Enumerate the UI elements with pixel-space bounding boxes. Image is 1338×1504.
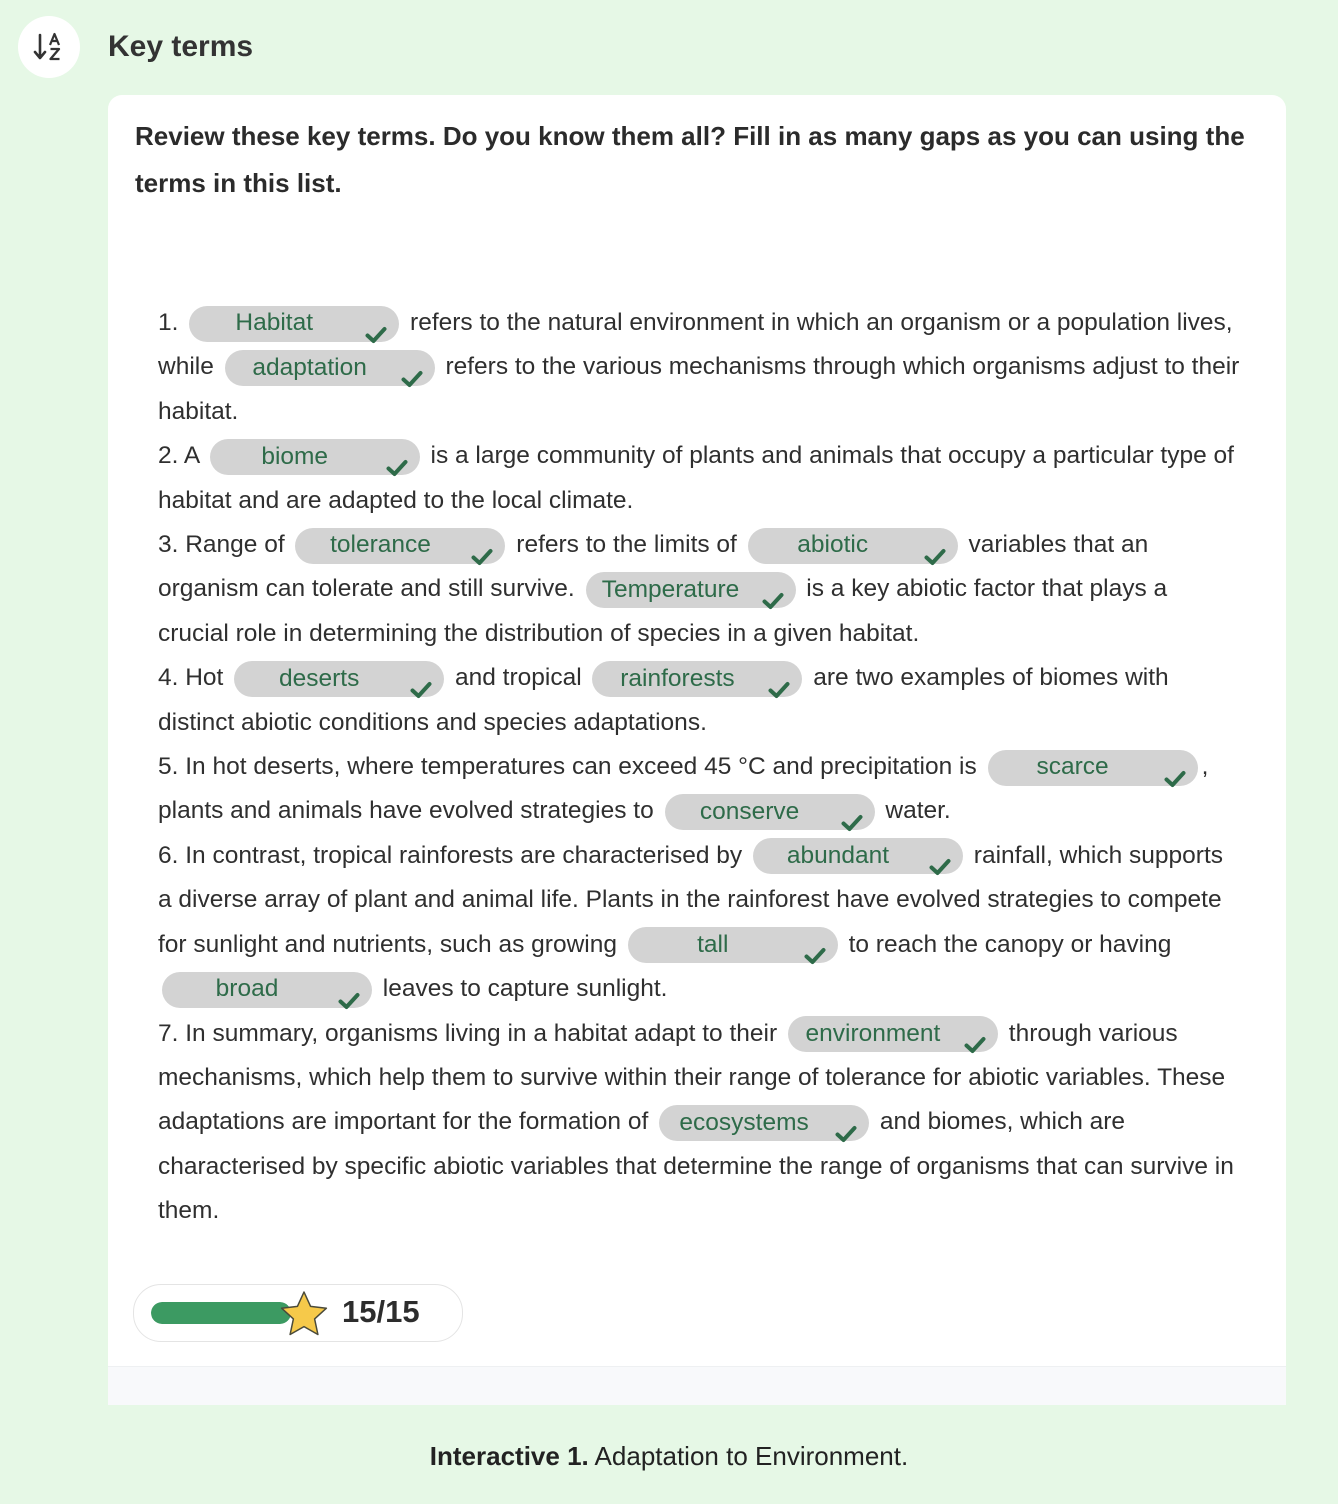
answer-gap[interactable] — [234, 661, 444, 697]
passage-text: 4. Hot — [158, 664, 231, 692]
answer-gap[interactable] — [295, 528, 505, 564]
check-icon — [471, 537, 493, 555]
answer-word: scarce — [1036, 753, 1109, 781]
passage-text: 5. In hot deserts, where temperatures can exceed 45 °C and precipitation is — [158, 753, 984, 781]
check-icon — [1164, 759, 1186, 777]
passage-text: refers to the various mechanisms through which organisms adjust to their habitat. — [158, 353, 1240, 425]
passage-text: and tropical — [448, 664, 589, 692]
answer-word: Habitat — [235, 309, 314, 337]
progress-bar — [151, 1302, 291, 1324]
passage-text: leaves to capture sunlight. — [376, 975, 668, 1003]
check-icon — [768, 670, 790, 688]
passage-text: rainfall, which supports a diverse array of plant and animal life. Plants in the rainforest have evolved strategies to compete for sunlight and nutrients, such as growing — [158, 841, 1224, 958]
answer-word: deserts — [279, 664, 360, 692]
passage-paragraph — [158, 745, 1243, 834]
check-icon — [835, 1114, 857, 1132]
answer-gap[interactable] — [225, 350, 435, 386]
caption-label: Interactive 1. — [429, 1441, 589, 1471]
section-header — [18, 16, 253, 78]
passage-text: are two examples of biomes with distinct abiotic conditions and species adaptations. — [158, 664, 1169, 736]
check-icon — [929, 847, 951, 865]
passage-text: is a large community of plants and animals that occupy a particular type of habitat and are adapted to the local climate. — [158, 442, 1234, 514]
activity-card — [108, 95, 1286, 1405]
check-icon — [841, 803, 863, 821]
passage-text: through various mechanisms, which help them to survive within their range of tolerance for abiotic variables. These adaptations are important for the formation of — [158, 1019, 1226, 1136]
answer-gap[interactable] — [665, 794, 875, 830]
passage-paragraph — [158, 1012, 1243, 1234]
check-icon — [338, 981, 360, 999]
answer-gap[interactable] — [210, 439, 420, 475]
figure-caption — [0, 1441, 1338, 1472]
answer-gap[interactable] — [189, 306, 399, 342]
card-footer — [108, 1366, 1286, 1405]
answer-word: rainforests — [620, 664, 735, 692]
passage-text: variables that an organism can tolerate and still survive. — [158, 531, 1149, 603]
passage-text: and biomes, which are characterised by specific abiotic variables that determine the range of organisms that can survive in them. — [158, 1108, 1234, 1225]
answer-word: tolerance — [330, 531, 431, 559]
answer-word: broad — [215, 975, 279, 1003]
answer-word: biome — [261, 442, 329, 470]
passage-text: 1. — [158, 309, 186, 336]
passage-text: refers to the natural environment in which an organism or a population lives, while — [158, 309, 1233, 381]
answer-gap[interactable] — [659, 1105, 869, 1141]
star-icon — [278, 1289, 330, 1339]
passage-paragraph — [158, 834, 1243, 1012]
instructions-text: Review these key terms. Do you know them all? Fill in as many gaps as you can using the terms in this list. — [135, 121, 1245, 198]
answer-gap[interactable] — [162, 972, 372, 1008]
sort-az-icon — [18, 16, 80, 78]
passage-text: 3. Range of — [158, 531, 292, 559]
check-icon — [401, 359, 423, 377]
answer-word: adaptation — [252, 353, 367, 381]
check-icon — [762, 581, 784, 599]
passage-text: 2. A — [158, 442, 206, 470]
check-icon — [964, 1025, 986, 1043]
check-icon — [365, 315, 387, 333]
score-indicator — [133, 1284, 463, 1342]
section-title: Key terms — [108, 30, 254, 63]
answer-gap[interactable] — [988, 750, 1198, 786]
answer-gap[interactable] — [753, 838, 963, 874]
answer-gap[interactable] — [628, 927, 838, 963]
check-icon — [410, 670, 432, 688]
answer-word: conserve — [699, 797, 800, 825]
check-icon — [386, 448, 408, 466]
passage-paragraph — [158, 301, 1243, 434]
passage-paragraph — [158, 523, 1243, 656]
passage-text: 6. In contrast, tropical rainforests are characterised by — [158, 841, 749, 869]
passage-paragraph — [158, 434, 1243, 523]
answer-word: abiotic — [797, 531, 869, 559]
answer-word: tall — [697, 931, 729, 959]
answer-gap[interactable] — [748, 528, 958, 564]
passage-paragraph — [158, 656, 1243, 745]
fill-in-passage — [158, 301, 1243, 1234]
passage-text: water. — [878, 797, 951, 825]
passage-text: refers to the limits of — [509, 531, 744, 559]
caption-text: Adaptation to Environment. — [588, 1441, 909, 1471]
passage-text: 7. In summary, organisms living in a habitat adapt to their — [158, 1019, 784, 1047]
score-label: 15/15 — [342, 1294, 420, 1329]
passage-text: to reach the canopy or having — [841, 930, 1172, 958]
check-icon — [924, 537, 946, 555]
passage-text: , plants and animals have evolved strategies to — [158, 753, 1209, 825]
answer-word: environment — [805, 1019, 941, 1047]
progress-fill — [151, 1302, 291, 1324]
answer-word: Temperature — [601, 575, 740, 603]
answer-gap[interactable] — [592, 661, 802, 697]
passage-text: is a key abiotic factor that plays a crucial role in determining the distribution of species in a given habitat. — [158, 575, 1168, 647]
answer-gap[interactable] — [586, 572, 796, 608]
check-icon — [804, 936, 826, 954]
answer-gap[interactable] — [788, 1016, 998, 1052]
answer-word: abundant — [786, 842, 890, 870]
answer-word: ecosystems — [679, 1108, 809, 1136]
